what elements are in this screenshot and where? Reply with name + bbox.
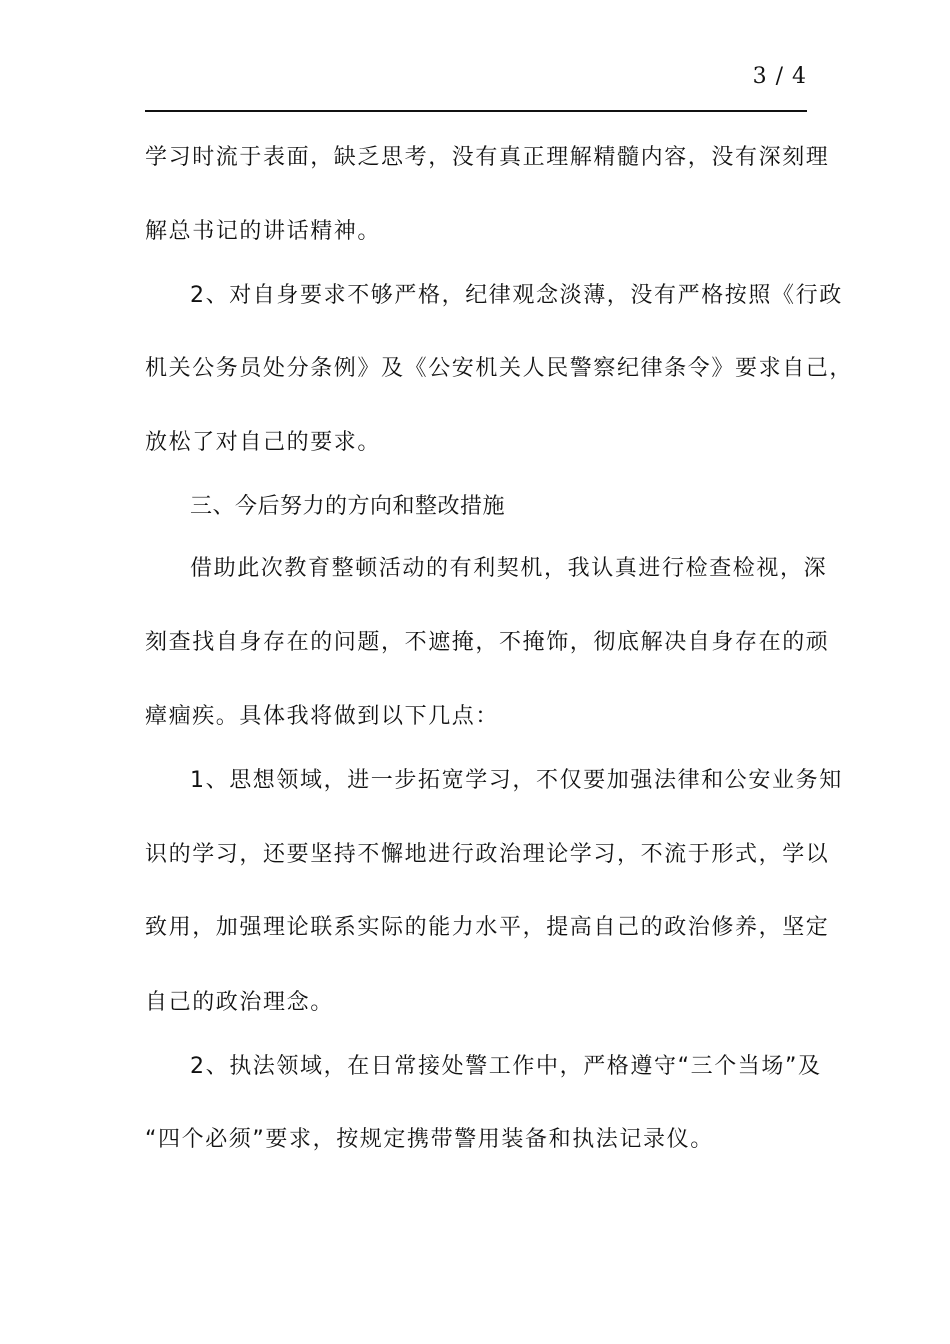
text-line: 放松了对自己的要求。: [145, 430, 382, 455]
text-line: 2、对自身要求不够严格，纪律观念淡薄，没有严格按照《行政: [190, 283, 843, 308]
text-line: 识的学习，还要坚持不懈地进行政治理论学习，不流于形式，学以: [145, 842, 830, 867]
text-line: 致用，加强理论联系实际的能力水平，提高自己的政治修养，坚定: [145, 915, 830, 940]
text-line: 自己的政治理念。: [145, 990, 334, 1015]
text-line: 瘴痼疾。具体我将做到以下几点：: [145, 704, 500, 729]
text-line: 机关公务员处分条例》及《公安机关人民警察纪律条令》要求自己，: [145, 356, 854, 381]
section-heading: 三、今后努力的方向和整改措施: [190, 494, 506, 519]
header-divider: [145, 110, 807, 112]
text-line: 刻查找自身存在的问题，不遮掩，不掩饰，彻底解决自身存在的顽: [145, 630, 830, 655]
text-line: “四个必须”要求，按规定携带警用装备和执法记录仪。: [145, 1127, 714, 1152]
text-line: 2、执法领域，在日常接处警工作中，严格遵守“三个当场”及: [190, 1054, 822, 1079]
page-number: 3 / 4: [752, 64, 807, 89]
text-line: 1、思想领域，进一步拓宽学习，不仅要加强法律和公安业务知: [190, 768, 843, 793]
text-line: 学习时流于表面，缺乏思考，没有真正理解精髓内容，没有深刻理: [145, 145, 830, 170]
text-line: 借助此次教育整顿活动的有利契机，我认真进行检查检视，深: [190, 556, 828, 581]
text-line: 解总书记的讲话精神。: [145, 219, 382, 244]
